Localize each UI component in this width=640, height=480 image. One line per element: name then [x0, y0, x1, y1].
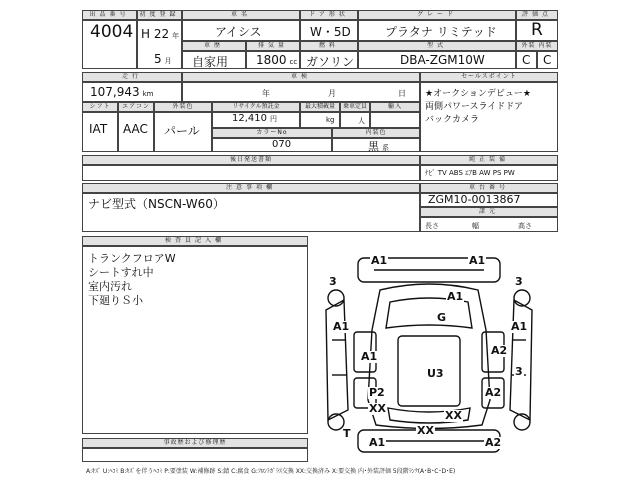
dimensions-header: 諸元 [420, 207, 558, 217]
damage-mark: A1 [369, 436, 386, 449]
usage: 自家用 [192, 55, 229, 69]
damage-mark: 3 [515, 275, 523, 288]
damage-mark: A1 [361, 350, 378, 363]
mileage: 107,943 km [90, 85, 154, 99]
inspection-year-unit: 年 [262, 89, 270, 98]
damage-mark: 3 [329, 275, 337, 288]
damage-mark: XX [445, 409, 462, 422]
damage-mark: G [437, 311, 447, 324]
legend: A:ｷｽﾞ U:ﾍｺﾐ B:ｷｽﾞを伴うﾍｺﾐ P:要塗装 W:補修跡 S:錆 C:腐食 G:ﾌﾛﾝﾄｶﾞﾗｽ交換 XX:交換済み X:要交換 内･外装評価 5段階ﾗﾝｸ(A･B･C･D･E) [86, 468, 456, 475]
standard-equipment: ﾅﾋﾞ TV ABS ｴｱB AW PS PW [425, 169, 515, 177]
damage-mark: A2 [491, 344, 508, 357]
damage-mark: P2 [369, 386, 385, 399]
damage-mark: U3 [427, 367, 444, 380]
damage-mark: A2 [485, 436, 502, 449]
damage-mark: A1 [511, 320, 528, 333]
sales-point-line-2: 両側パワースライドドア [425, 102, 524, 112]
chassis-number: ZGM10-0013867 [428, 193, 521, 206]
damage-mark: XX [369, 402, 386, 415]
displacement: 1800 cc [256, 53, 298, 67]
door-type-header: ドア形状 [300, 10, 358, 20]
max-load-header: 最大積載量 [300, 102, 340, 112]
notes: ナビ型式（NSCN-W60） [88, 197, 225, 211]
damage-mark: XX [417, 424, 434, 437]
capacity-header: 乗車定員 [340, 102, 370, 112]
damage-mark: 3 [515, 365, 523, 378]
lot-number: 4004 [90, 22, 134, 42]
post-delivery-cell [82, 165, 420, 181]
history-header: 事故歴および修理歴 [82, 438, 308, 448]
inspector-notes-header: 検査員記入欄 [82, 236, 308, 246]
aircon-header: エアコン [118, 102, 154, 112]
interior-color-header: 内装色 [332, 128, 420, 138]
chassis-number-header: 車台番号 [420, 183, 558, 193]
aircon: AAC [123, 122, 148, 136]
shift: IAT [89, 122, 108, 136]
shift-header: シフト [82, 102, 118, 112]
car-damage-diagram [318, 250, 540, 458]
grade-header: グレード [358, 10, 516, 20]
notes-header: 注意事項欄 [82, 183, 420, 193]
grade: プラタナ リミテッド [385, 25, 497, 39]
mileage-header: 走行 [82, 72, 182, 82]
exterior-score: C [522, 53, 531, 67]
damage-mark: A2 [485, 386, 502, 399]
exterior-color: パール [164, 124, 200, 138]
damage-mark: T [343, 427, 351, 440]
sales-point-header: セールスポイント [420, 72, 558, 82]
displacement-header: 排気量 [246, 41, 300, 51]
standard-equipment-header: 純正装備 [420, 155, 558, 165]
model-type: DBA-ZGM10W [400, 53, 485, 67]
lot-number-header: 出品番号 [82, 10, 137, 20]
capacity-unit: 人 [358, 117, 365, 125]
interior-score: C [543, 53, 552, 67]
car-name: アイシス [215, 25, 262, 39]
color-no: 070 [272, 139, 292, 150]
inspection-month-unit: 月 [328, 89, 336, 98]
inspector-note-1: トランクフロアW [88, 252, 176, 265]
inspector-note-3: 室内汚れ [88, 280, 132, 293]
dimension-height: 高さ [518, 222, 532, 230]
import-cell [370, 112, 420, 128]
sales-point-line-3: バックカメラ [425, 115, 480, 125]
dimensions-cell [420, 217, 558, 232]
inspection-cell [182, 82, 420, 102]
damage-mark: A1 [447, 290, 464, 303]
inspection-day-unit: 日 [398, 89, 406, 98]
fuel: ガソリン [306, 55, 355, 69]
int-ext-header: 外装 内装 [516, 41, 558, 51]
recycle-fee-header: リサイクル預託金 [212, 102, 300, 112]
recycle-fee: 12,410 円 [232, 113, 277, 124]
dimension-length: 長さ [425, 222, 439, 230]
first-registration-header: 初度登録 [137, 10, 182, 20]
interior-color: 黒系 [368, 140, 389, 153]
history-cell [82, 448, 308, 462]
damage-mark: A1 [333, 320, 350, 333]
registration-month: 5 月 [154, 52, 172, 66]
car-name-header: 車名 [182, 10, 300, 20]
score-header: 評価点 [516, 10, 558, 20]
inspection-header: 車検 [182, 72, 420, 82]
capacity-cell [340, 112, 370, 128]
inspector-note-4: 下廻りＳ小 [88, 294, 143, 307]
door-type: W・5D [310, 25, 351, 39]
registration-year: H 22 年 [141, 27, 180, 41]
post-delivery-header: 後日発送書類 [82, 155, 420, 165]
import-header: 輸入 [370, 102, 420, 112]
inspector-note-2: シートすれ中 [88, 266, 154, 279]
exterior-color-header: 外装色 [154, 102, 212, 112]
dimension-width: 幅 [472, 222, 479, 230]
score: R [531, 20, 543, 40]
model-type-header: 型式 [358, 41, 516, 51]
fuel-header: 燃料 [300, 41, 358, 51]
usage-header: 車歴 [182, 41, 246, 51]
max-load-unit: kg [326, 116, 335, 124]
damage-mark: A1 [371, 254, 388, 267]
sales-point-line-1: ★オークションデビュー★ [425, 89, 531, 99]
damage-mark: A1 [469, 254, 486, 267]
color-no-header: カラーNo [212, 128, 332, 138]
